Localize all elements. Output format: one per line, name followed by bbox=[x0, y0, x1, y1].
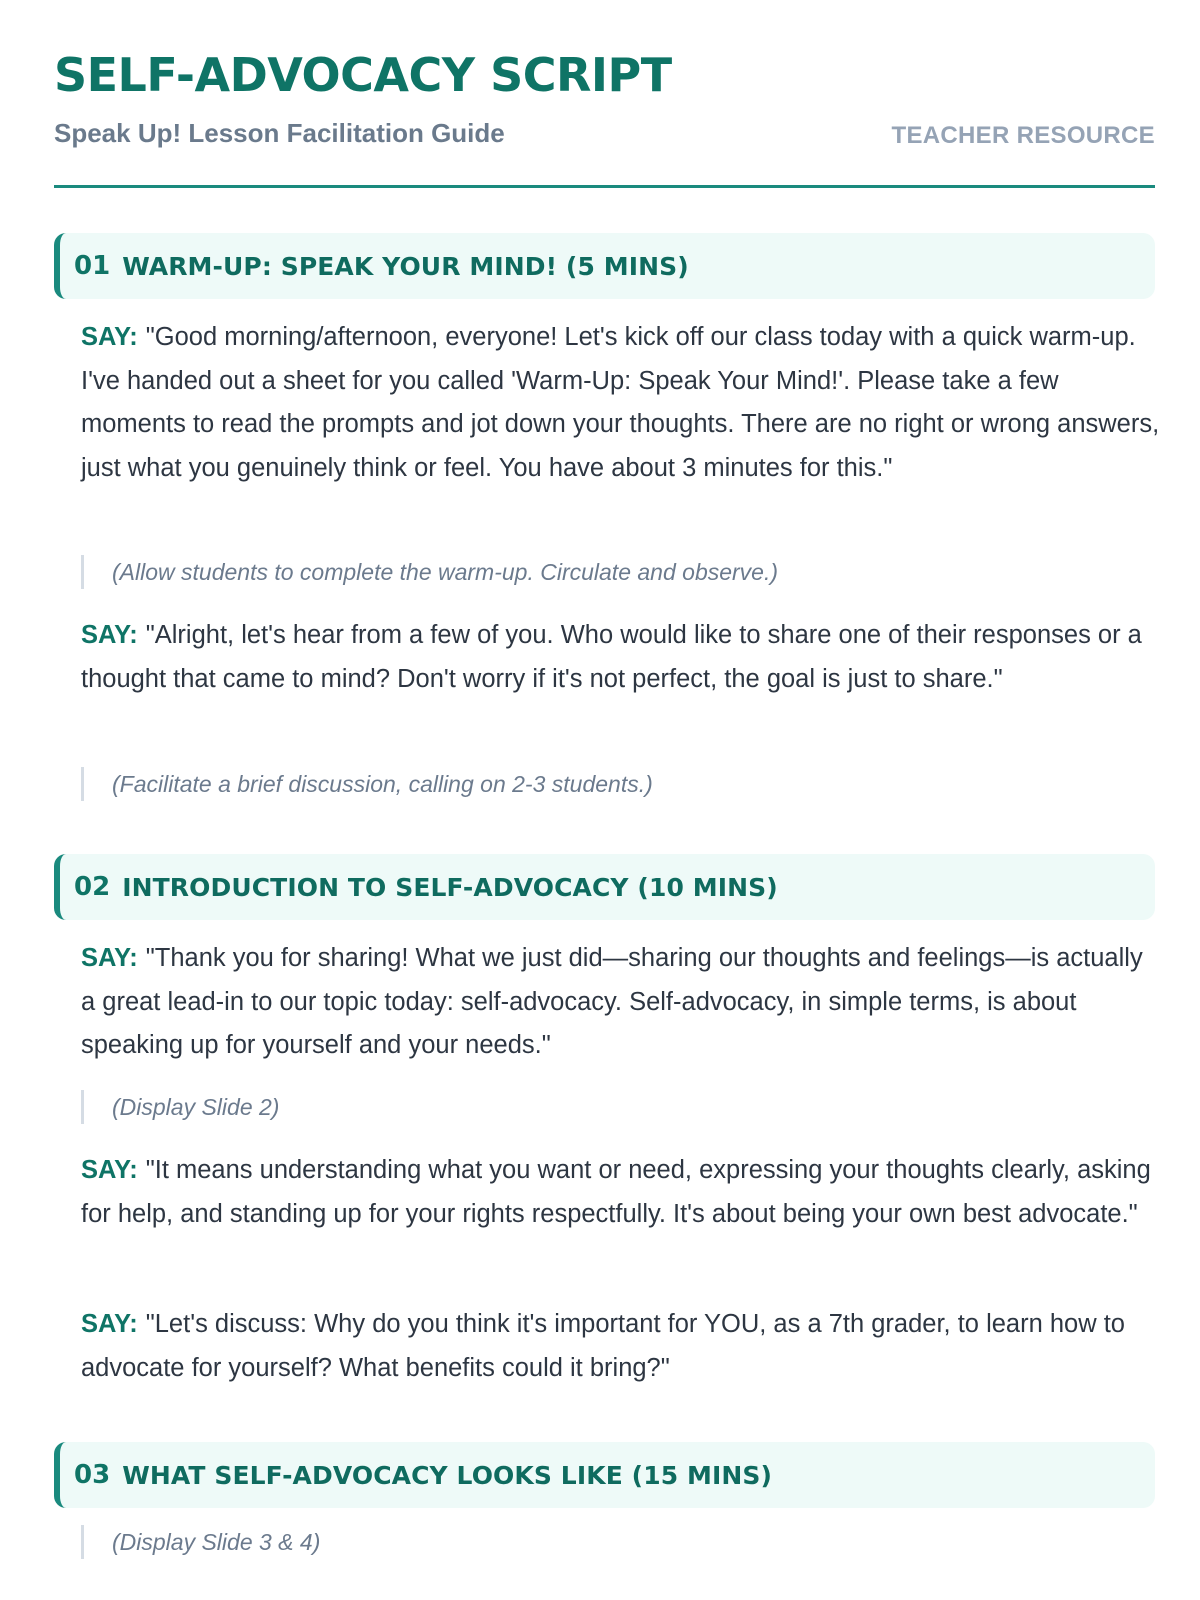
section-warm-up bbox=[54, 233, 1155, 299]
section-number: 03 bbox=[74, 1460, 111, 1490]
stage-direction: (Facilitate a brief discussion, calling on 2-3 students.) bbox=[81, 767, 653, 801]
section-header bbox=[54, 854, 1155, 920]
stage-direction: (Display Slide 3 & 4) bbox=[81, 1525, 320, 1559]
section-header bbox=[54, 233, 1155, 299]
document-subtitle: Speak Up! Lesson Facilitation Guide bbox=[54, 118, 505, 148]
say-text: "Let's discuss: Why do you think it's important for YOU, as a 7th grader, to learn how to advocate for yourself? What benefits could it bring?" bbox=[81, 1310, 1125, 1382]
section-title: WARM-UP: SPEAK YOUR MIND! (5 MINS) bbox=[122, 251, 689, 281]
say-text: "It means understanding what you want or need, expressing your thoughts clearly, asking for help, and standing up for your rights respectfully. It's about being your own best advocate." bbox=[81, 1156, 1151, 1228]
say-block bbox=[81, 1303, 1161, 1390]
say-block bbox=[81, 614, 1161, 701]
section-title: INTRODUCTION TO SELF-ADVOCACY (10 MINS) bbox=[122, 872, 778, 902]
section-header bbox=[54, 1442, 1155, 1508]
say-block bbox=[81, 1149, 1161, 1236]
say-block bbox=[81, 316, 1161, 490]
section-number: 02 bbox=[74, 872, 111, 902]
say-block bbox=[81, 937, 1161, 1068]
document-header bbox=[54, 0, 1155, 188]
section-title: WHAT SELF-ADVOCACY LOOKS LIKE (15 MINS) bbox=[122, 1460, 773, 1490]
say-label: SAY: bbox=[81, 1310, 138, 1338]
say-label: SAY: bbox=[81, 1156, 138, 1184]
stage-direction: (Allow students to complete the warm-up. Circulate and observe.) bbox=[81, 555, 778, 589]
stage-direction: (Display Slide 2) bbox=[81, 1090, 279, 1124]
section-introduction bbox=[54, 854, 1155, 920]
say-label: SAY: bbox=[81, 621, 138, 649]
say-label: SAY: bbox=[81, 944, 138, 972]
document-title: SELF-ADVOCACY SCRIPT bbox=[54, 48, 672, 102]
resource-tag: TEACHER RESOURCE bbox=[891, 122, 1155, 149]
say-text: "Thank you for sharing! What we just did—sharing our thoughts and feelings—is actually a great lead-in to our topic today: self-advocacy. Self-advocacy, in simple terms, is about speaking up for yourself and your needs." bbox=[81, 944, 1143, 1059]
say-text: "Good morning/afternoon, everyone! Let's kick off our class today with a quick warm-up. I've handed out a sheet for you called 'Warm-Up: Speak Your Mind!'. Please take a few moments to read the prompts and jot down your thoughts. There are no right or wrong answers, just what you genuinely think or feel. You have about 3 minutes for this." bbox=[81, 323, 1160, 482]
say-text: "Alright, let's hear from a few of you. Who would like to share one of their responses or a thought that came to mind? Don't worry if it's not perfect, the goal is just to share." bbox=[81, 621, 1142, 693]
say-label: SAY: bbox=[81, 323, 138, 351]
document-page bbox=[54, 0, 1160, 1555]
section-number: 01 bbox=[74, 251, 111, 281]
section-what-it-looks-like bbox=[54, 1442, 1155, 1508]
